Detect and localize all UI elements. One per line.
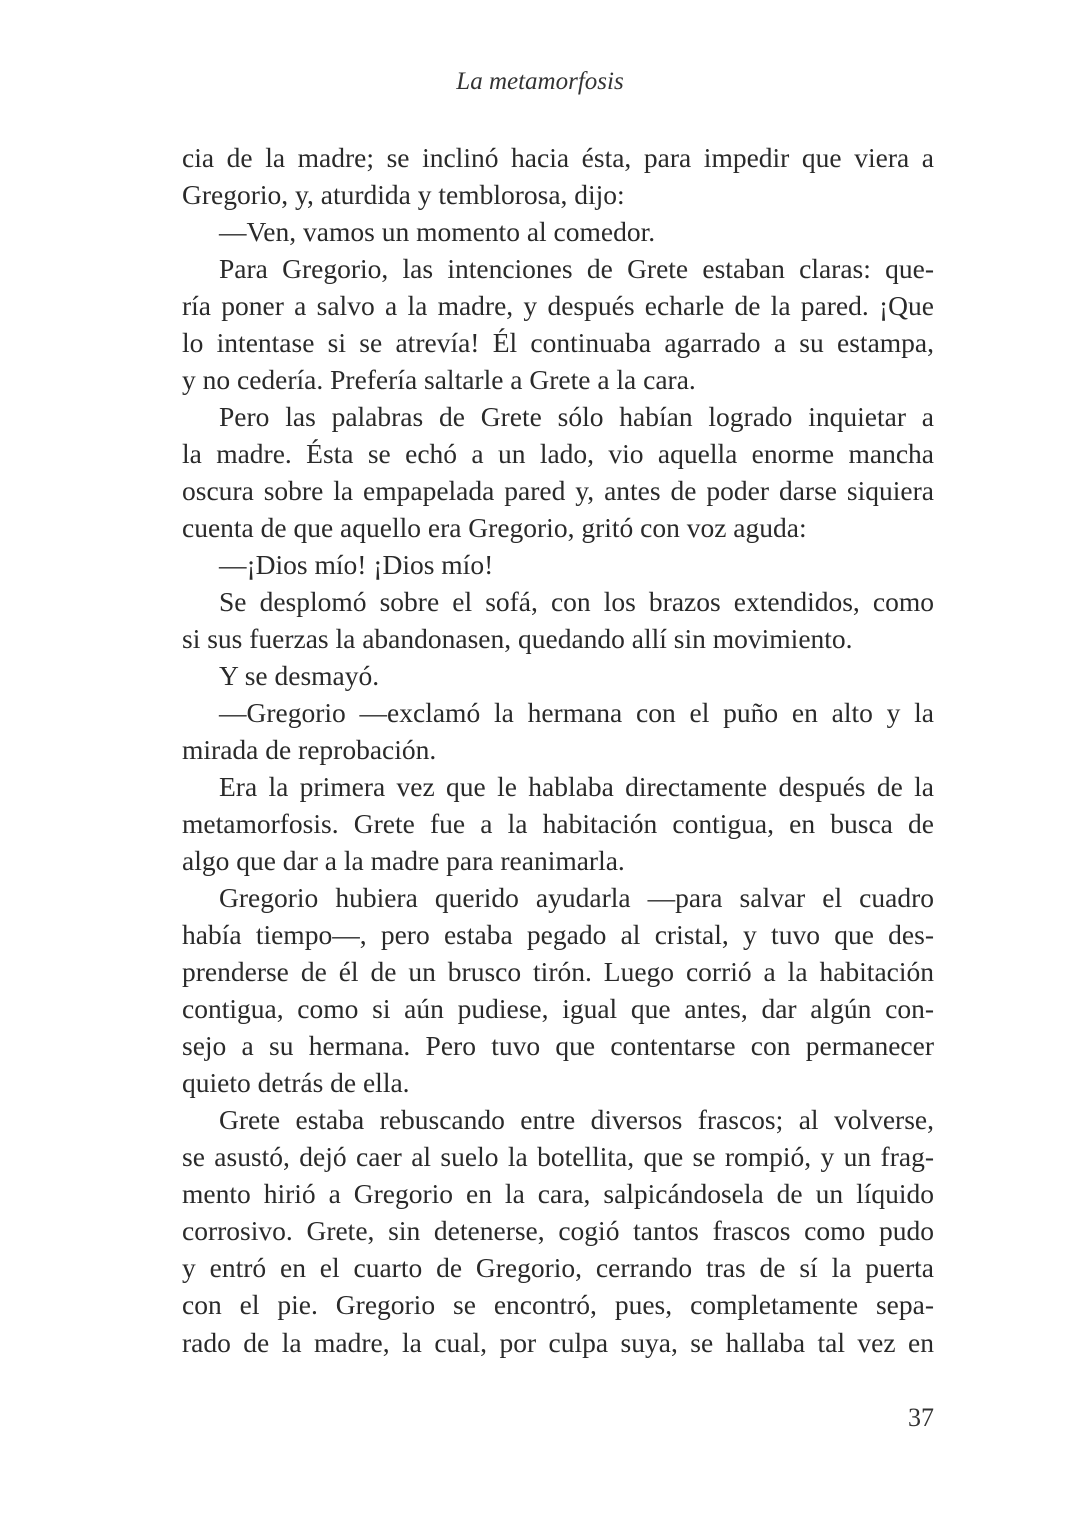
text-line: con el pie. Gregorio se encontró, pues, completamente sepa- bbox=[182, 1289, 934, 1321]
text-line: Y se desmayó. bbox=[219, 660, 380, 692]
text-line: quieto detrás de ella. bbox=[182, 1067, 410, 1099]
text-line: si sus fuerzas la abandonasen, quedando allí sin movimiento. bbox=[182, 623, 853, 655]
text-line: se asustó, dejó caer al suelo la botellita, que se rompió, y un frag- bbox=[182, 1141, 934, 1173]
text-line: cuenta de que aquello era Gregorio, gritó con voz aguda: bbox=[182, 512, 807, 544]
running-title: La metamorfosis bbox=[456, 68, 624, 95]
body-text bbox=[182, 139, 934, 1361]
text-line: Era la primera vez que le hablaba directamente después de la bbox=[219, 771, 934, 803]
text-line: lo intentase si se atrevía! Él continuaba agarrado a su estampa, bbox=[182, 327, 934, 359]
text-line: oscura sobre la empapelada pared y, antes de poder darse siquiera bbox=[182, 475, 934, 507]
text-line: algo que dar a la madre para reanimarla. bbox=[182, 845, 625, 877]
text-line: sejo a su hermana. Pero tuvo que contentarse con permanecer bbox=[182, 1030, 934, 1062]
text-line: —¡Dios mío! ¡Dios mío! bbox=[219, 549, 494, 581]
text-line: y no cedería. Prefería saltarle a Grete a la cara. bbox=[182, 364, 696, 396]
text-line: la madre. Ésta se echó a un lado, vio aquella enorme mancha bbox=[182, 438, 934, 470]
text-line: cia de la madre; se inclinó hacia ésta, para impedir que viera a bbox=[182, 142, 934, 173]
text-line: había tiempo—, pero estaba pegado al cristal, y tuvo que des- bbox=[182, 919, 934, 951]
page-number: 37 bbox=[908, 1403, 934, 1432]
text-line: mento hirió a Gregorio en la cara, salpicándosela de un líquido bbox=[182, 1178, 934, 1210]
text-line: metamorfosis. Grete fue a la habitación contigua, en busca de bbox=[182, 808, 934, 840]
text-line: Grete estaba rebuscando entre diversos frascos; al volverse, bbox=[219, 1104, 934, 1136]
text-line: mirada de reprobación. bbox=[182, 734, 437, 766]
text-line: Se desplomó sobre el sofá, con los brazos extendidos, como bbox=[219, 586, 934, 618]
text-line: —Ven, vamos un momento al comedor. bbox=[219, 216, 656, 248]
text-line: rado de la madre, la cual, por culpa suya, se hallaba tal vez en bbox=[182, 1326, 934, 1358]
text-line: prenderse de él de un brusco tirón. Luego corrió a la habitación bbox=[182, 956, 934, 988]
text-line: corrosivo. Grete, sin detenerse, cogió tantos frascos como pudo bbox=[182, 1215, 934, 1247]
text-line: Para Gregorio, las intenciones de Grete estaban claras: que- bbox=[219, 253, 934, 285]
text-line: Gregorio, y, aturdida y temblorosa, dijo: bbox=[182, 179, 625, 211]
text-line: y entró en el cuarto de Gregorio, cerrando tras de sí la puerta bbox=[182, 1252, 934, 1284]
text-line: —Gregorio —exclamó la hermana con el puño en alto y la bbox=[219, 697, 934, 729]
text-line: Pero las palabras de Grete sólo habían logrado inquietar a bbox=[219, 401, 934, 433]
text-line: ría poner a salvo a la madre, y después echarle de la pared. ¡Que bbox=[182, 290, 934, 322]
text-line: Gregorio hubiera querido ayudarla —para salvar el cuadro bbox=[219, 882, 934, 914]
text-line: contigua, como si aún pudiese, igual que antes, dar algún con- bbox=[182, 993, 934, 1025]
